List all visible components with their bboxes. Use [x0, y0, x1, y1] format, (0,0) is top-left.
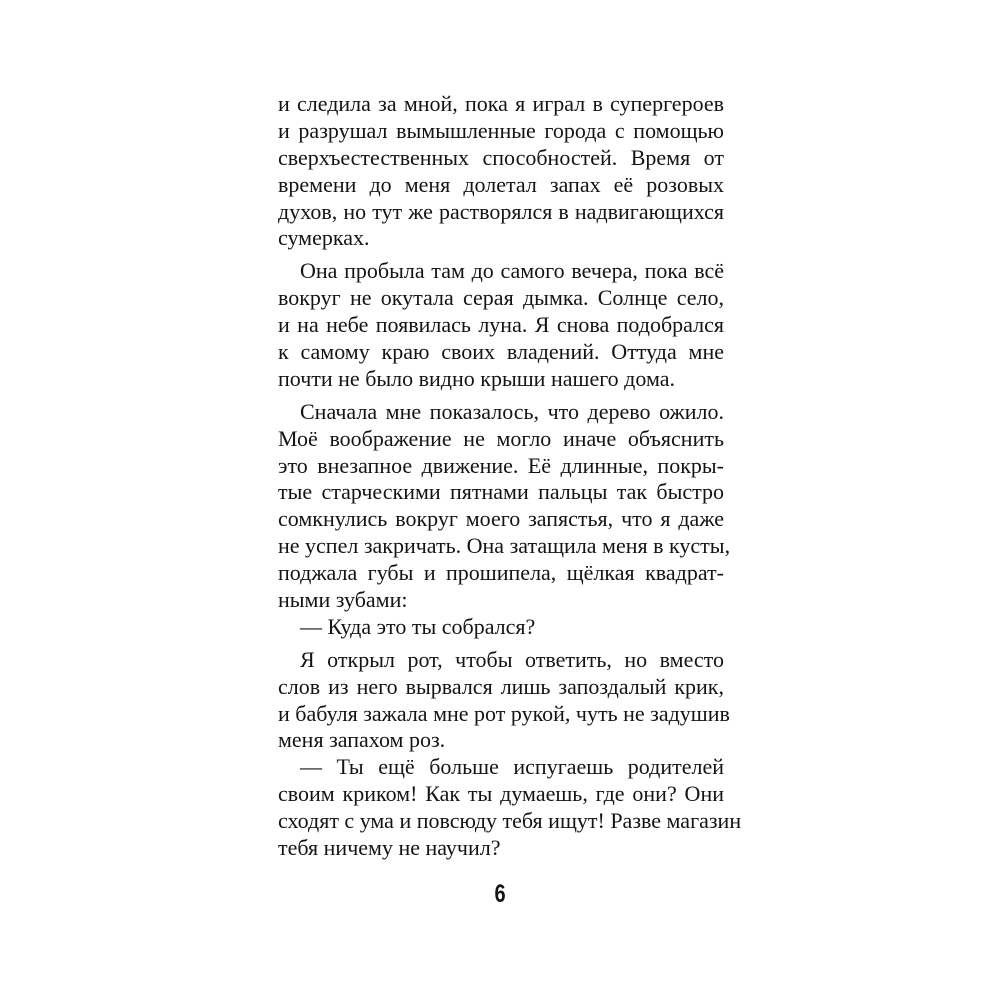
text-line: тебя ничему не научил? [278, 835, 501, 861]
text-line: — Куда это ты собрался? [300, 613, 536, 639]
text-line: меня запахом роз. [278, 727, 446, 753]
dialogue-line-2 [278, 754, 742, 862]
text-line: Она пробыла там до самого вечера, пока всё [300, 258, 724, 284]
text-line: сумерках. [278, 225, 370, 251]
text-line: и разрушал вымышленные города с помощью [278, 117, 724, 143]
text-line: тые старческими пятнами пальцы так быстро [278, 479, 724, 505]
text-line: сходят с ума и повсюду тебя ищут! Разве магазин [278, 808, 742, 834]
book-page-text [278, 91, 742, 862]
text-line: поджала губы и прошипела, щёлкая квадрат- [278, 560, 724, 586]
text-line: — Ты ещё больше испугаешь родителей [300, 754, 724, 780]
text-line: духов, но тут же растворялся в надвигающихся [278, 198, 724, 224]
dialogue-line-1 [278, 614, 724, 641]
text-line: Сначала мне показалось, что дерево ожило. [300, 398, 724, 424]
text-line: вокруг не окутала серая дымка. Солнце село, [278, 285, 724, 311]
paragraph-4 [278, 646, 730, 755]
text-line: это внезапное движение. Её длинные, покры- [278, 452, 724, 478]
text-line: не успел закричать. Она затащила меня в кусты, [278, 533, 731, 559]
text-line: и следила за мной, пока я играл в супергероев [278, 91, 724, 116]
text-line: Моё воображение не могло иначе объяснить [278, 425, 724, 451]
text-line: и на небе появилась луна. Я снова подобрался [278, 312, 724, 338]
text-line: ными зубами: [278, 587, 408, 613]
text-line: сверхъестественных способностей. Время от [278, 144, 724, 170]
text-line: и бабуля зажала мне рот рукой, чуть не задушив [278, 700, 730, 726]
text-line: Я открыл рот, чтобы ответить, но вместо [300, 646, 724, 672]
text-line: к самому краю своих владений. Оттуда мне [278, 339, 724, 365]
text-line: слов из него вырвался лишь запоздалый крик, [278, 673, 724, 699]
text-line: времени до меня долетал запах её розовых [278, 171, 724, 197]
paragraph-2 [278, 258, 724, 392]
paragraph-1 [278, 91, 724, 252]
text-line: почти не было видно крыши нашего дома. [278, 365, 675, 391]
text-line: своим криком! Как ты думаешь, где они? Они [278, 781, 724, 807]
paragraph-3 [278, 398, 731, 614]
text-line: сомкнулись вокруг моего запястья, что я даже [278, 506, 724, 532]
page-number: 6 [494, 880, 506, 908]
